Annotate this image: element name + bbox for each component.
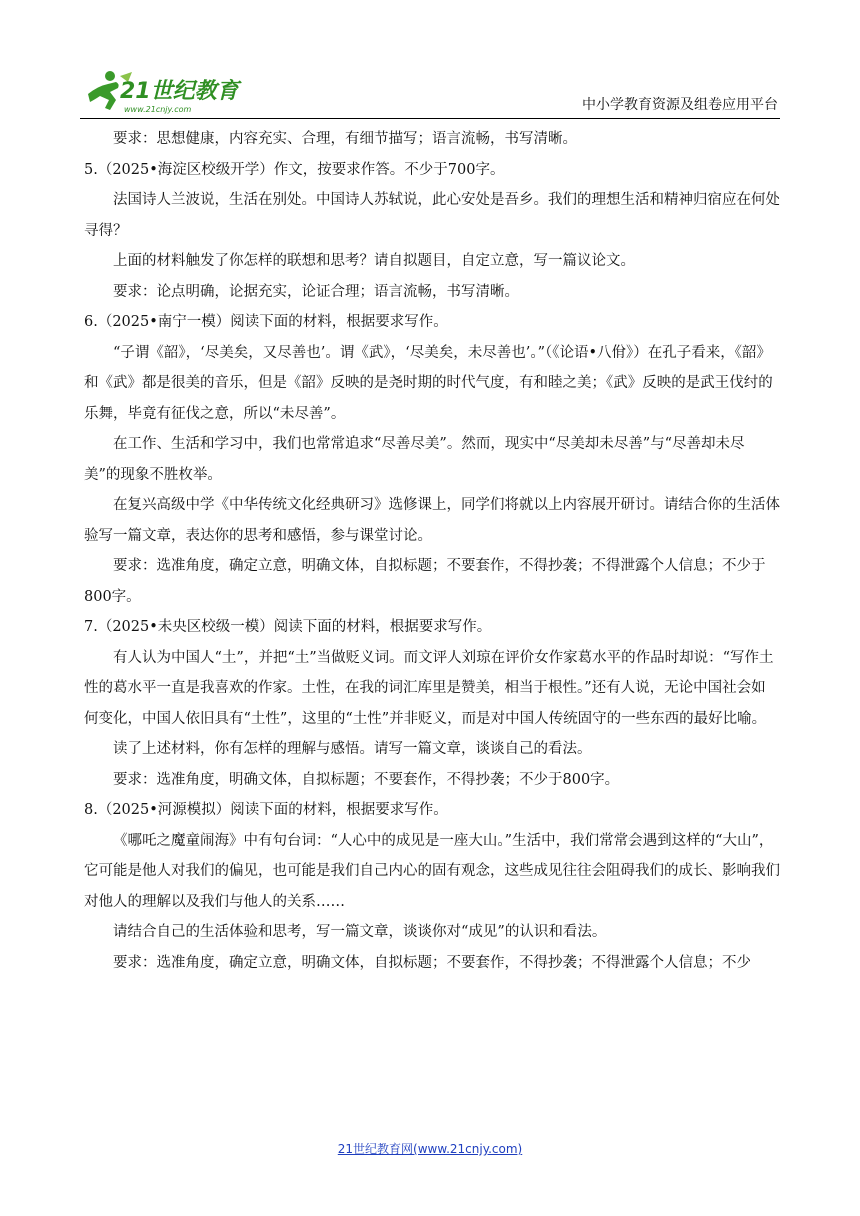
body-paragraph: 要求：思想健康，内容充实、合理，有细节描写；语言流畅，书写清晰。 — [113, 131, 577, 147]
question-heading: 8.（2025•河源模拟）阅读下面的材料，根据要求写作。 — [84, 802, 448, 818]
question-heading: 5.（2025•海淀区校级开学）作文，按要求作答。不少于700字。 — [84, 161, 505, 178]
body-paragraph: 《哪吒之魔童闹海》中有句台词：“人心中的成见是一座大山。”生活中，我们常常会遇到这样的“大山”，它可能是他人对我们的偏见，也可能是我们自己内心的固有观念，这些成见往往会阻碍我们的成长、影响我们对他人的理解以及我们与他人的关系…… — [84, 832, 780, 910]
body-paragraph: 要求：论点明确，论据充实，论证合理；语言流畅，书写清晰。 — [113, 283, 519, 300]
question-heading: 6.（2025•南宁一模）阅读下面的材料，根据要求写作。 — [84, 314, 448, 330]
body-paragraph: 要求：选准角度，确定立意，明确文体，自拟标题；不要套作，不得抄袭；不得泄露个人信息；不少 — [113, 954, 751, 971]
body-paragraph: 法国诗人兰波说，生活在别处。中国诗人苏轼说，此心安处是吾乡。我们的理想生活和精神归宿应在何处寻得？ — [84, 192, 780, 239]
21cnjy-logo — [80, 66, 260, 116]
svg-text:www.21cnjy.com: www.21cnjy.com — [124, 105, 192, 114]
platform-name: 中小学教育资源及组卷应用平台 — [582, 97, 778, 113]
page-header — [80, 66, 780, 119]
body-paragraph: 读了上述材料，你有怎样的理解与感悟。请写一篇文章，谈谈自己的看法。 — [113, 741, 592, 757]
question-heading: 7.（2025•未央区校级一模）阅读下面的材料，根据要求写作。 — [84, 619, 492, 635]
body-paragraph: 要求：选准角度，确定立意，明确文体，自拟标题；不要套作，不得抄袭；不得泄露个人信息；不少于800字。 — [84, 558, 766, 605]
body-paragraph: 在工作、生活和学习中，我们也常常追求“尽善尽美”。然而，现实中“尽美却未尽善”与“尽善却未尽美”的现象不胜枚举。 — [84, 436, 745, 483]
body-paragraph: 要求：选准角度，明确文体，自拟标题；不要套作，不得抄袭；不少于800字。 — [113, 771, 620, 788]
page-footer — [0, 1140, 860, 1157]
body-paragraph: 在复兴高级中学《中华传统文化经典研习》选修课上，同学们将就以上内容展开研讨。请结合你的生活体验写一篇文章，表达你的思考和感悟，参与课堂讨论。 — [84, 497, 780, 544]
footer-link[interactable]: 21世纪教育网(www.21cnjy.com) — [337, 1142, 523, 1156]
body-paragraph: 上面的材料触发了你怎样的联想和思考？请自拟题目，自定立意，写一篇议论文。 — [113, 253, 635, 269]
body-paragraph: “子谓《韶》，‘尽美矣，又尽善也’。谓《武》，‘尽美矣，未尽善也’。”（《论语•八佾》）在孔子看来，《韶》和《武》都是很美的音乐，但是《韶》反映的是尧时期的时代气度，有和睦之美；《武》反映的是武王伐纣的乐舞，毕竟有征伐之意，所以“未尽善”。 — [84, 344, 773, 422]
document-body — [84, 124, 780, 978]
svg-text:21世纪教育: 21世纪教育 — [120, 79, 239, 104]
body-paragraph: 有人认为中国人“土”，并把“土”当做贬义词。而文评人刘琼在评价女作家葛水平的作品时却说：“写作土性的葛水平一直是我喜欢的作家。土性，在我的词汇库里是赞美，相当于根性。”还有人说，无论中国社会如何变化，中国人依旧具有“土性”，这里的“土性”并非贬义，而是对中国人传统固守的一些东西的最好比喻。 — [84, 649, 774, 727]
body-paragraph: 请结合自己的生活体验和思考，写一篇文章，谈谈你对“成见”的认识和看法。 — [113, 924, 607, 940]
